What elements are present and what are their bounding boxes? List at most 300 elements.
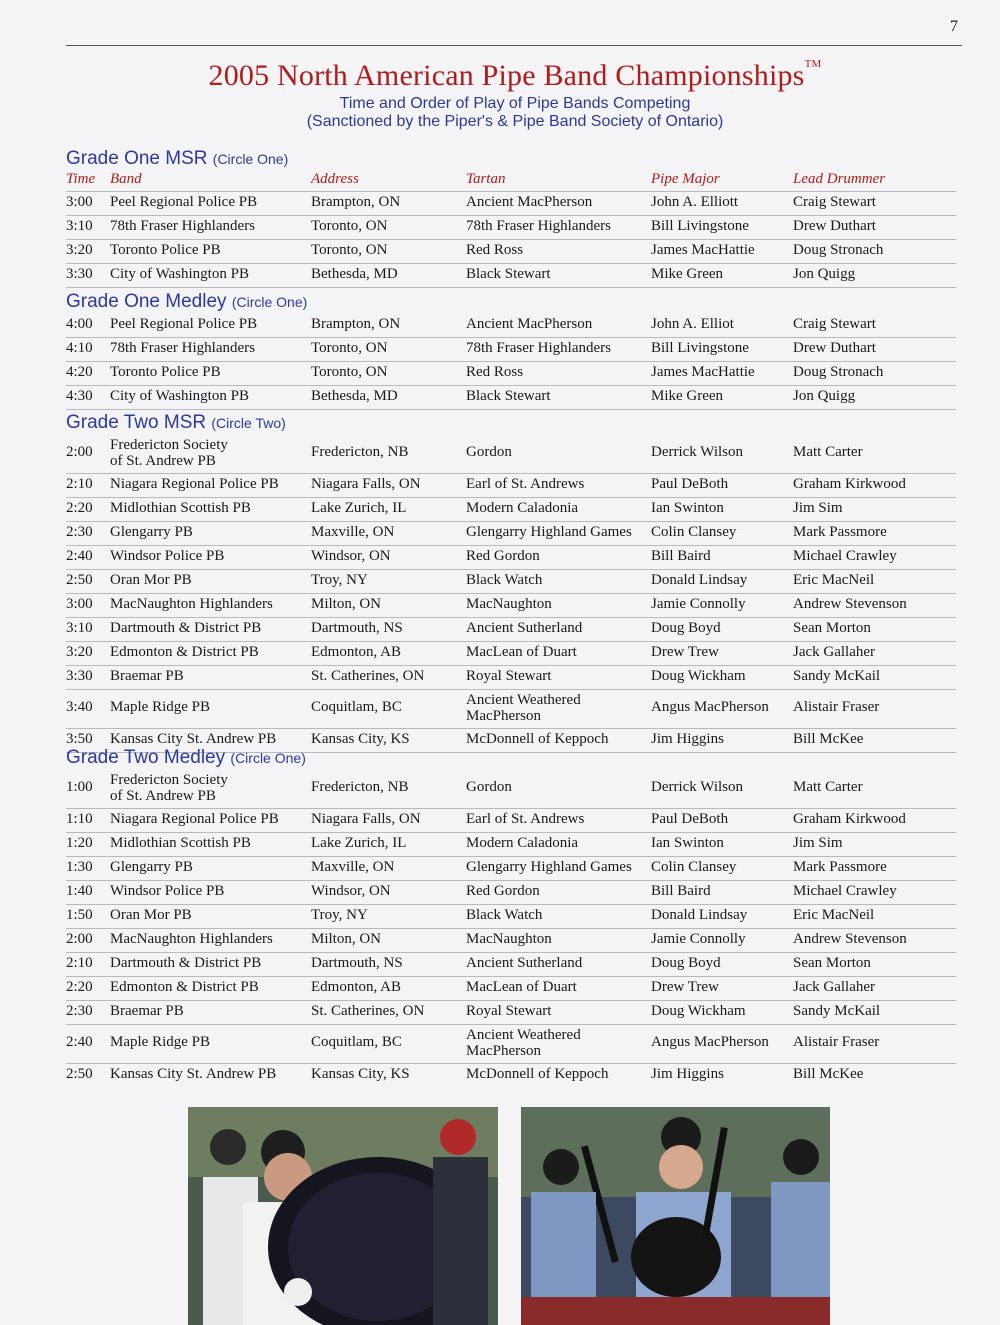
pipe-major-cell-text: Mike Green (651, 388, 724, 404)
band-cell-text: Kansas City St. Andrew PB (110, 731, 277, 747)
band-cell (110, 1034, 210, 1050)
address-cell (311, 364, 387, 380)
title-text: 2005 North American Pipe Band Championships (208, 59, 805, 92)
pipe-major-cell (651, 931, 746, 947)
address-cell (311, 548, 391, 564)
address-cell (311, 699, 402, 715)
pipe-major-cell-text: Paul DeBoth (651, 811, 729, 827)
section-circle: (Circle One) (230, 750, 306, 766)
time-cell-text: 1:30 (66, 859, 93, 875)
address-cell-text: Maxville, ON (311, 524, 395, 540)
table-row (66, 1025, 956, 1064)
lead-drummer-cell-text: Bill McKee (793, 1066, 864, 1082)
tartan-cell-text: McDonnell of Keppoch (466, 731, 609, 747)
address-cell (311, 931, 381, 947)
time-cell (66, 524, 93, 540)
table-row (66, 953, 956, 977)
lead-drummer-cell (793, 524, 887, 540)
time-cell-text: 2:40 (66, 548, 93, 564)
address-cell-text: Troy, NY (311, 572, 368, 588)
address-cell-text: Fredericton, NB (311, 779, 409, 795)
band-cell (110, 194, 257, 210)
band-cell-text: Midlothian Scottish PB (110, 500, 251, 516)
band-cell-text: City of Washington PB (110, 388, 249, 404)
address-cell (311, 955, 403, 971)
time-cell (66, 955, 93, 971)
band-cell-text: Peel Regional Police PB (110, 194, 258, 210)
time-cell (66, 731, 93, 747)
pipe-major-cell-text: Mike Green (651, 266, 724, 282)
time-cell-text: 1:10 (66, 811, 93, 827)
section-circle: (Circle One) (212, 151, 289, 167)
tartan-cell (466, 218, 611, 234)
tartan-cell-text: Royal Stewart (466, 1003, 552, 1019)
lead-drummer-cell (793, 548, 897, 564)
pipe-major-cell (651, 476, 728, 492)
pipe-major-cell-text: James MacHattie (651, 364, 755, 380)
lead-drummer-cell-text: Jon Quigg (793, 388, 856, 404)
subtitle-sanction: (Sanctioned by the Piper's & Pipe Band Society of Ontario) (306, 113, 724, 130)
address-cell-text: Bethesda, MD (311, 266, 398, 282)
tartan-cell (466, 731, 608, 747)
lead-drummer-cell-text: Jim Sim (793, 835, 843, 851)
lead-drummer-cell-text: Jack Gallaher (793, 979, 876, 995)
address-cell-text: Windsor, ON (311, 548, 391, 564)
tartan-cell (466, 779, 512, 795)
time-cell (66, 835, 93, 851)
band-cell (110, 572, 192, 588)
col-pipe-major-header: Pipe Major (651, 171, 720, 187)
pipe-major-cell-text: Jim Higgins (651, 1066, 724, 1082)
pipe-major-cell (651, 1034, 769, 1050)
address-cell (311, 668, 424, 684)
time-cell-text: 1:40 (66, 883, 93, 899)
lead-drummer-cell (793, 955, 871, 971)
time-cell-text: 3:40 (66, 699, 93, 715)
lead-drummer-cell (793, 620, 871, 636)
band-cell (110, 1003, 184, 1019)
time-cell (66, 1034, 93, 1050)
pipe-major-cell (651, 979, 719, 995)
band-cell-text: Fredericton Society (110, 772, 228, 788)
pipe-major-cell-text: Colin Clansey (651, 524, 737, 540)
band-cell-text: Midlothian Scottish PB (110, 835, 251, 851)
tartan-cell (466, 572, 542, 588)
lead-drummer-cell (793, 476, 906, 492)
section-grade-one-msr (66, 147, 956, 288)
time-cell-text: 4:30 (66, 388, 93, 404)
address-cell-text: Coquitlam, BC (311, 1034, 402, 1050)
pipe-major-cell (651, 572, 747, 588)
band-cell (110, 500, 251, 516)
tartan-cell-text: Ancient MacPherson (466, 316, 593, 332)
section-circle: (Circle Two) (211, 415, 286, 431)
time-cell (66, 444, 93, 460)
table-row (66, 314, 956, 338)
pipe-major-cell (651, 316, 734, 332)
band-cell (110, 524, 193, 540)
band-cell-text-line2: of St. Andrew PB (110, 788, 216, 804)
time-cell-text: 3:20 (66, 242, 93, 258)
tartan-cell (466, 668, 551, 684)
band-cell (110, 548, 224, 564)
tartan-cell-text: Black Stewart (466, 388, 551, 404)
tartan-cell-text: Ancient Sutherland (466, 620, 583, 636)
pipe-major-cell-text: Derrick Wilson (651, 779, 744, 795)
pipe-major-cell-text: Ian Swinton (651, 835, 724, 851)
pipe-major-cell (651, 835, 724, 851)
tartan-cell (466, 644, 577, 660)
address-cell (311, 1003, 424, 1019)
time-cell (66, 644, 93, 660)
band-cell (110, 596, 273, 612)
pipe-major-cell-text: Colin Clansey (651, 859, 737, 875)
pipe-major-cell-text: James MacHattie (651, 242, 755, 258)
pipe-major-cell-text: Drew Trew (651, 979, 719, 995)
time-cell-text: 3:20 (66, 644, 93, 660)
band-cell-text: Peel Regional Police PB (110, 316, 258, 332)
address-cell-text: Edmonton, AB (311, 979, 402, 995)
tartan-cell (466, 1027, 581, 1059)
lead-drummer-cell (793, 266, 855, 282)
band-cell-text: 78th Fraser Highlanders (110, 218, 255, 234)
tartan-cell (466, 620, 582, 636)
band-cell-text: 78th Fraser Highlanders (110, 340, 255, 356)
table-row (66, 498, 956, 522)
section-heading-text: Grade One Medley (66, 291, 227, 312)
tartan-cell (466, 692, 581, 724)
pipe-major-cell-text: Bill Baird (651, 548, 711, 564)
time-cell (66, 779, 93, 795)
time-cell (66, 194, 93, 210)
band-cell (110, 316, 257, 332)
pipe-major-cell-text: Doug Wickham (651, 1003, 746, 1019)
time-cell-text: 4:00 (66, 316, 93, 332)
tartan-cell-text: Black Stewart (466, 266, 551, 282)
address-cell (311, 316, 400, 332)
subtitle-schedule: Time and Order of Play of Pipe Bands Competing (339, 95, 691, 112)
tartan-cell (466, 931, 552, 947)
pipe-major-cell-text: Doug Boyd (651, 620, 721, 636)
lead-drummer-cell-text: Andrew Stevenson (793, 931, 907, 947)
section-heading (66, 411, 956, 435)
tartan-cell (466, 596, 552, 612)
band-cell-text: Niagara Regional Police PB (110, 811, 279, 827)
lead-drummer-cell (793, 835, 843, 851)
address-cell (311, 859, 394, 875)
band-cell (110, 668, 184, 684)
band-cell (110, 388, 249, 404)
table-row (66, 570, 956, 594)
pipe-major-cell-text: Doug Boyd (651, 955, 721, 971)
lead-drummer-cell-text: Matt Carter (793, 779, 863, 795)
table-row (66, 338, 956, 362)
lead-drummer-cell-text: Michael Crawley (793, 883, 897, 899)
time-cell-text: 2:40 (66, 1034, 93, 1050)
time-cell (66, 859, 93, 875)
address-cell-text: Dartmouth, NS (311, 955, 403, 971)
time-cell (66, 620, 93, 636)
col-band-header: Band (110, 171, 142, 187)
address-cell (311, 476, 421, 492)
tartan-cell (466, 500, 578, 516)
pipe-major-cell (651, 596, 746, 612)
band-cell-text: Maple Ridge PB (110, 1034, 210, 1050)
band-cell (110, 1066, 276, 1082)
band-cell-text: Toronto Police PB (110, 242, 221, 258)
table-row (66, 618, 956, 642)
address-cell (311, 979, 401, 995)
lead-drummer-cell (793, 731, 863, 747)
tartan-cell (466, 476, 584, 492)
tartan-cell-text: Glengarry Highland Games (466, 859, 632, 875)
pipe-major-cell-text: John A. Elliott (651, 194, 739, 210)
pipe-major-cell (651, 1066, 724, 1082)
band-cell (110, 699, 210, 715)
address-cell-text: Niagara Falls, ON (311, 811, 421, 827)
section-heading (66, 147, 956, 171)
band-cell (110, 218, 255, 234)
band-cell-text: Edmonton & District PB (110, 644, 259, 660)
trademark-mark: TM (804, 58, 822, 70)
tartan-cell-text: Red Ross (466, 242, 524, 258)
address-cell (311, 883, 391, 899)
address-cell-text: Troy, NY (311, 907, 368, 923)
pipe-major-cell (651, 620, 721, 636)
table-row (66, 435, 956, 474)
tartan-cell-text: Royal Stewart (466, 668, 552, 684)
tartan-cell-text: MacNaughton (466, 596, 552, 612)
address-cell (311, 811, 421, 827)
address-cell-text: Toronto, ON (311, 364, 388, 380)
lead-drummer-cell-text: Drew Duthart (793, 218, 876, 234)
tartan-cell (466, 242, 523, 258)
band-cell-text: Fredericton Society (110, 437, 228, 453)
time-cell-text: 1:20 (66, 835, 93, 851)
time-cell-text: 2:00 (66, 931, 93, 947)
top-rule (66, 45, 962, 46)
time-cell-text: 4:20 (66, 364, 93, 380)
table-row (66, 264, 956, 288)
address-cell (311, 1066, 410, 1082)
tartan-cell-text: Red Gordon (466, 883, 540, 899)
lead-drummer-cell (793, 194, 876, 210)
pipe-major-cell (651, 524, 736, 540)
tartan-cell-text: MacNaughton (466, 931, 552, 947)
address-cell-text: Kansas City, KS (311, 731, 410, 747)
tartan-cell-text: Gordon (466, 779, 512, 795)
time-cell (66, 340, 93, 356)
lead-drummer-cell (793, 907, 874, 923)
lead-drummer-cell (793, 931, 907, 947)
band-cell (110, 620, 261, 636)
lead-drummer-cell-text: Drew Duthart (793, 340, 876, 356)
tartan-cell (466, 194, 592, 210)
page-number: 7 (950, 18, 958, 35)
band-cell (110, 364, 221, 380)
band-cell-text: Oran Mor PB (110, 572, 192, 588)
lead-drummer-cell-text: Graham Kirkwood (793, 811, 906, 827)
pipe-major-cell-text: Donald Lindsay (651, 907, 748, 923)
time-cell-text: 2:10 (66, 955, 93, 971)
address-cell (311, 500, 406, 516)
pipe-major-cell (651, 859, 736, 875)
band-cell-text: MacNaughton Highlanders (110, 596, 273, 612)
pipe-major-cell-text: Donald Lindsay (651, 572, 748, 588)
pipe-major-cell (651, 364, 755, 380)
band-cell-text: Kansas City St. Andrew PB (110, 1066, 277, 1082)
band-cell-text: Edmonton & District PB (110, 979, 259, 995)
lead-drummer-cell-text: Bill McKee (793, 731, 864, 747)
address-cell (311, 444, 408, 460)
lead-drummer-cell-text: Sandy McKail (793, 668, 881, 684)
address-cell (311, 620, 403, 636)
section-heading-text: Grade One MSR (66, 148, 208, 169)
lead-drummer-cell (793, 388, 855, 404)
band-cell-text: Dartmouth & District PB (110, 620, 262, 636)
table-row (66, 642, 956, 666)
band-cell (110, 859, 193, 875)
time-cell (66, 266, 93, 282)
lead-drummer-cell (793, 859, 887, 875)
pipe-major-cell (651, 266, 723, 282)
table-row (66, 809, 956, 833)
tartan-cell-text: Modern Caladonia (466, 500, 579, 516)
pipe-major-cell (651, 218, 749, 234)
lead-drummer-cell (793, 1003, 880, 1019)
tartan-cell (466, 548, 540, 564)
table-row (66, 833, 956, 857)
time-cell-text: 2:20 (66, 979, 93, 995)
lead-drummer-cell-text: Michael Crawley (793, 548, 897, 564)
address-cell (311, 731, 410, 747)
table-row (66, 362, 956, 386)
time-cell (66, 500, 93, 516)
tartan-cell (466, 316, 592, 332)
time-cell (66, 242, 93, 258)
pipe-major-cell-text: Ian Swinton (651, 500, 724, 516)
lead-drummer-cell (793, 883, 897, 899)
tartan-cell-text: Ancient Weathered (466, 692, 581, 708)
tartan-cell-text: Earl of St. Andrews (466, 811, 585, 827)
band-cell (110, 644, 259, 660)
time-cell-text: 2:30 (66, 524, 93, 540)
address-cell-text: Milton, ON (311, 596, 382, 612)
band-cell (110, 883, 224, 899)
pipe-major-cell (651, 194, 738, 210)
address-cell (311, 572, 368, 588)
band-cell (110, 772, 228, 804)
lead-drummer-cell (793, 340, 876, 356)
lead-drummer-cell (793, 979, 875, 995)
column-header-row (66, 171, 956, 192)
address-cell-text: Bethesda, MD (311, 388, 398, 404)
tartan-cell-text: Ancient Weathered (466, 1027, 581, 1043)
address-cell-text: Dartmouth, NS (311, 620, 403, 636)
tartan-cell-text: MacLean of Duart (466, 979, 577, 995)
lead-drummer-cell-text: Jack Gallaher (793, 644, 876, 660)
address-cell-text: Edmonton, AB (311, 644, 402, 660)
table-row (66, 240, 956, 264)
pipe-major-cell-text: Angus MacPherson (651, 1034, 769, 1050)
address-cell (311, 835, 406, 851)
pipe-major-cell (651, 955, 721, 971)
section-heading (66, 746, 956, 770)
lead-drummer-cell (793, 1034, 879, 1050)
lead-drummer-cell-text: Matt Carter (793, 444, 863, 460)
tartan-cell-text: Black Watch (466, 907, 543, 923)
address-cell-text: Maxville, ON (311, 859, 395, 875)
lead-drummer-cell-text: Doug Stronach (793, 364, 884, 380)
address-cell (311, 779, 408, 795)
lead-drummer-cell-text: Alistair Fraser (793, 1034, 880, 1050)
lead-drummer-cell (793, 811, 906, 827)
table-row (66, 881, 956, 905)
lead-drummer-cell-text: Eric MacNeil (793, 907, 875, 923)
lead-drummer-cell (793, 572, 874, 588)
address-cell (311, 388, 398, 404)
band-cell-text: Maple Ridge PB (110, 699, 210, 715)
tartan-cell (466, 524, 632, 540)
lead-drummer-cell-text: Mark Passmore (793, 524, 887, 540)
section-heading-text: Grade Two Medley (66, 747, 226, 768)
lead-drummer-cell (793, 779, 863, 795)
tartan-cell-text: Ancient MacPherson (466, 194, 593, 210)
tartan-cell-text: Modern Caladonia (466, 835, 579, 851)
time-cell (66, 388, 93, 404)
lead-drummer-cell (793, 699, 879, 715)
band-cell-text: City of Washington PB (110, 266, 249, 282)
address-cell-text: Kansas City, KS (311, 1066, 410, 1082)
time-cell (66, 1066, 93, 1082)
band-cell-text: Glengarry PB (110, 524, 193, 540)
table-row (66, 216, 956, 240)
band-cell-text: Windsor Police PB (110, 883, 225, 899)
pipe-major-cell (651, 644, 719, 660)
tartan-cell-text: MacLean of Duart (466, 644, 577, 660)
lead-drummer-cell-text: Alistair Fraser (793, 699, 880, 715)
pipe-major-cell-text: Paul DeBoth (651, 476, 729, 492)
address-cell (311, 907, 368, 923)
pipe-major-cell (651, 444, 743, 460)
tartan-cell (466, 1003, 551, 1019)
address-cell (311, 524, 394, 540)
time-cell (66, 907, 93, 923)
band-cell (110, 266, 249, 282)
address-cell-text: Brampton, ON (311, 194, 401, 210)
address-cell-text: Toronto, ON (311, 242, 388, 258)
time-cell-text: 3:10 (66, 218, 93, 234)
pipe-major-cell-text: Jim Higgins (651, 731, 724, 747)
pipe-major-cell-text: Bill Baird (651, 883, 711, 899)
address-cell (311, 596, 381, 612)
time-cell (66, 364, 93, 380)
tartan-cell (466, 266, 551, 282)
pipe-major-cell-text: Bill Livingstone (651, 218, 749, 234)
band-cell (110, 835, 251, 851)
pipe-major-cell-text: Drew Trew (651, 644, 719, 660)
band-cell-text: Toronto Police PB (110, 364, 221, 380)
address-cell (311, 266, 398, 282)
time-cell-text: 3:10 (66, 620, 93, 636)
pipe-major-cell (651, 731, 724, 747)
lead-drummer-cell (793, 218, 876, 234)
tartan-cell (466, 907, 542, 923)
address-cell-text: Lake Zurich, IL (311, 835, 407, 851)
table-row (66, 929, 956, 953)
time-cell-text: 1:00 (66, 779, 93, 795)
pipe-major-cell (651, 883, 711, 899)
